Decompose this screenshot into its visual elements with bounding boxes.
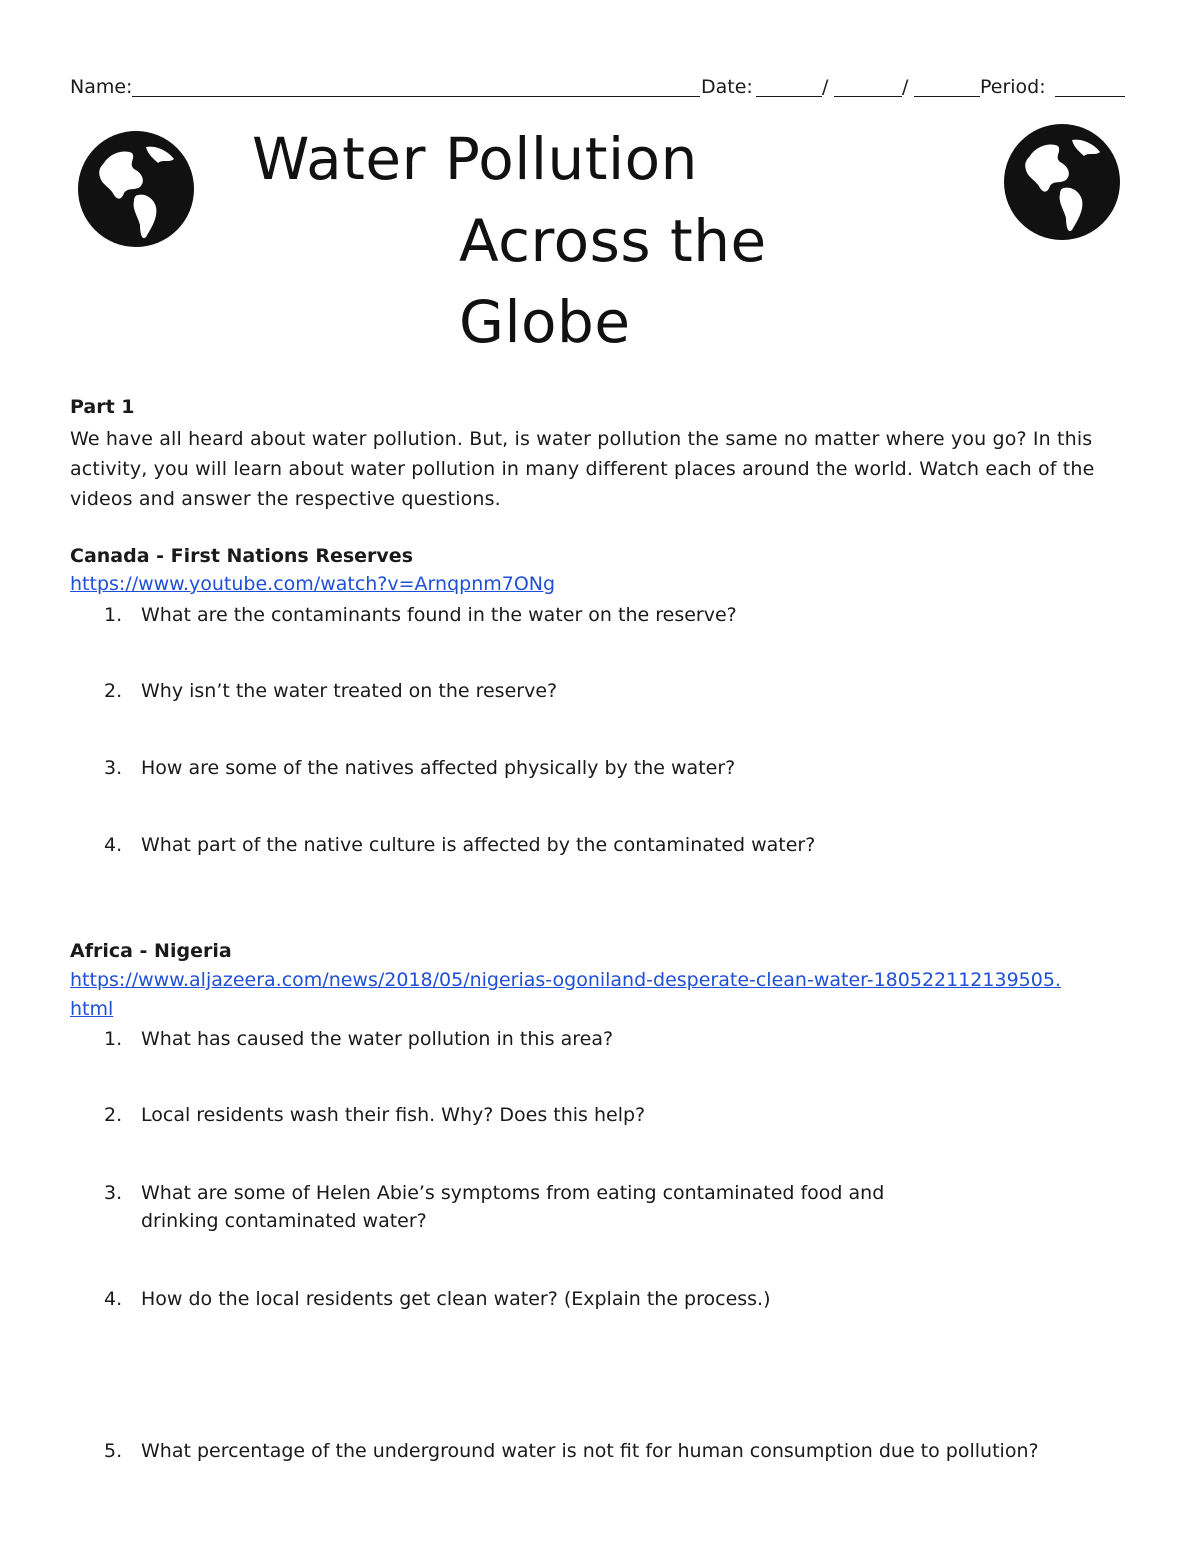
question-text: What has caused the water pollution in this area?: [141, 1028, 614, 1050]
intro-paragraph: We have all heard about water pollution. But, is water pollution the same no matter where you go? In this activity, you will learn about water pollution in many different places around the world. Watch each of the videos and answer the respective questions.: [70, 428, 1095, 510]
date-label: Date:: [701, 76, 753, 98]
name-line: [132, 96, 700, 97]
question-number: 2.: [104, 1104, 123, 1126]
question-number: 3.: [104, 1182, 123, 1204]
question-text: What part of the native culture is affected by the contaminated water?: [141, 834, 816, 856]
date-month-line: [756, 96, 822, 97]
question-text: What percentage of the underground water is not fit for human consumption due to pollution?: [141, 1440, 1039, 1462]
question-text: What are the contaminants found in the water on the reserve?: [141, 604, 737, 626]
question-number: 2.: [104, 680, 123, 702]
page-title-line-3: Globe: [459, 288, 631, 356]
question-number: 4.: [104, 1288, 123, 1310]
question-number: 5.: [104, 1440, 123, 1462]
date-year-line: [914, 96, 980, 97]
page-title-line-1: Water Pollution: [252, 125, 698, 193]
page-title-line-2: Across the: [459, 207, 767, 275]
globe-icon: [76, 129, 196, 249]
africa-article-link-line-1[interactable]: https://www.aljazeera.com/news/2018/05/nigerias-ogoniland-desperate-clean-water-180522112139505.: [70, 969, 1061, 991]
canada-video-link[interactable]: https://www.youtube.com/watch?v=Arnqpnm7ONg: [70, 573, 556, 595]
africa-heading: Africa - Nigeria: [70, 940, 232, 962]
question-text: Local residents wash their fish. Why? Does this help?: [141, 1104, 646, 1126]
canada-heading: Canada - First Nations Reserves: [70, 545, 414, 567]
student-info-row: [70, 74, 1126, 100]
question-text: Why isn’t the water treated on the reserve?: [141, 680, 558, 702]
question-number: 1.: [104, 604, 123, 626]
question-number: 4.: [104, 834, 123, 856]
question-text: How are some of the natives affected physically by the water?: [141, 757, 736, 779]
date-day-line: [834, 96, 902, 97]
question-number: 3.: [104, 757, 123, 779]
globe-icon: [1002, 122, 1122, 242]
question-number: 1.: [104, 1028, 123, 1050]
part-1-heading: Part 1: [70, 396, 135, 418]
name-label: Name:: [70, 76, 133, 98]
period-label: Period:: [980, 76, 1046, 98]
africa-article-link-line-2[interactable]: html: [70, 998, 114, 1020]
date-slash-2: /: [902, 76, 909, 98]
date-slash-1: /: [822, 76, 829, 98]
question-text: How do the local residents get clean water? (Explain the process.): [141, 1288, 771, 1310]
period-line: [1055, 96, 1125, 97]
question-text-continued: drinking contaminated water?: [141, 1210, 427, 1232]
question-text: What are some of Helen Abie’s symptoms from eating contaminated food and: [141, 1182, 885, 1204]
